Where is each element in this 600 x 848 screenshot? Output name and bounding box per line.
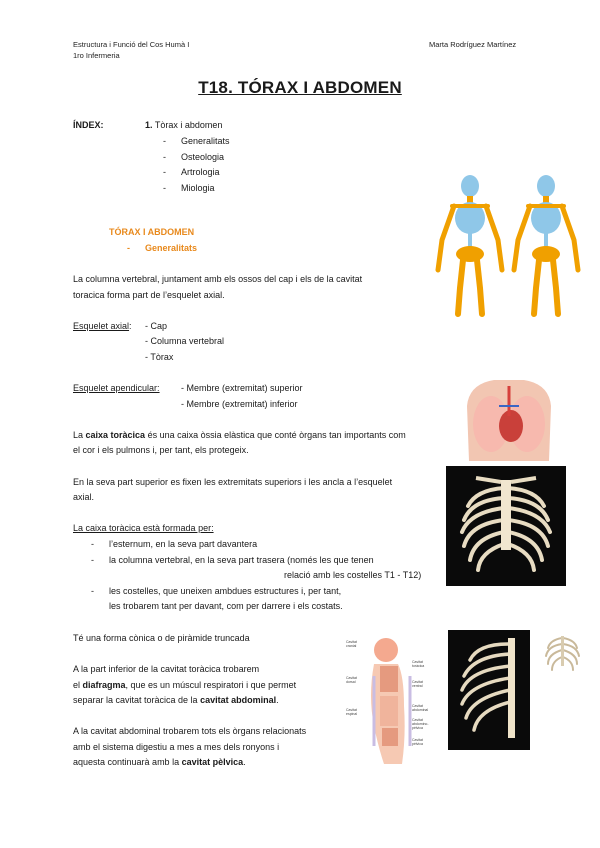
cavity-label: Cavitat cranial [346,640,357,648]
page-title: T18. TÓRAX I ABDOMEN [198,78,402,97]
list-heading: La caixa toràcica està formada per: [73,523,214,533]
index-item: Miologia [181,183,215,193]
paragraph-line: A la part inferior de la cavitat toràcica trobarem [73,664,260,674]
apendicular-label: Esquelet apendicular: [73,383,160,393]
rib-cage-icon [446,466,566,586]
index-item: Generalitats [181,136,230,146]
paragraph-line: axial. [73,492,95,502]
cavity-label: Cavitat pèlvica [412,738,423,746]
list-item: la columna vertebral, en la seva part trasera (només les que tenen [109,555,374,565]
paragraph-line: La caixa toràcica és una caixa òssia elàstica que conté òrgans tan importants com [73,430,406,440]
list-item-cont: relació amb les costelles T1 - T12) [284,570,422,580]
paragraph-line: Té una forma cònica o de piràmide truncada [73,633,250,643]
rib-cage-small-icon [540,630,585,675]
paragraph-line: toracica forma part de l’esquelet axial. [73,290,225,300]
cavity-label: Cavitat toràcica [412,660,425,668]
cavity-label: Cavitat abdominal [412,704,429,712]
axial-item: - Columna vertebral [145,336,225,346]
index-dash: - [163,167,166,177]
apendicular-item: - Membre (extremitat) superior [181,383,303,393]
body-cavities-diagram-icon [344,636,444,766]
index-dash: - [163,183,166,193]
list-item: l’esternum, en la seva part davantera [109,539,258,549]
list-dash: - [91,555,94,565]
cavity-label: Cavitat abdomino-pèlvica [412,718,429,730]
axial-item: - Tòrax [145,352,174,362]
apendicular-item: - Membre (extremitat) inferior [181,399,298,409]
chest-anatomy-icon [459,376,559,461]
cavity-label: Cavitat ventral [412,680,423,688]
paragraph-line: A la cavitat abdominal trobarem tots els òrgans relacionats [73,726,307,736]
index-main: 1. Tòrax i abdomen [145,120,223,130]
header-course: Estructura i Funció del Cos Humà I [73,40,190,49]
paragraph-line: En la seva part superior es fixen les extremitats superiors i les ancla a l’esquelet [73,477,393,487]
axial-item: - Cap [145,321,168,331]
list-item-cont: les trobarem tant per davant, com per darrere i els costats. [109,601,343,611]
section-sub-dash: - [127,243,130,253]
list-dash: - [91,586,94,596]
index-item: Artrologia [181,167,220,177]
cavity-label: Cavitat dorsal [346,676,357,684]
paragraph-line: separar la cavitat toràcica de la cavitat abdominal. [73,695,279,705]
list-item: les costelles, que uneixen ambdues estructures i, per tant, [109,586,342,596]
list-dash: - [91,539,94,549]
rib-cage-side-icon [448,630,530,750]
paragraph-line: el cor i els pulmons i, per tant, els protegeix. [73,445,249,455]
paragraph-line: La columna vertebral, juntament amb els ossos del cap i els de la cavitat [73,274,363,284]
paragraph-line: aquesta continuarà amb la cavitat pèlvica. [73,757,246,767]
paragraph-line: amb el sistema digestiu a mes a mes dels ronyons i [73,742,280,752]
skeleton-figure-icon [430,170,590,320]
index-dash: - [163,136,166,146]
paragraph-line: el diafragma, que es un múscul respiratori i que permet [73,680,297,690]
index-label: ÍNDEX: [73,120,104,130]
header-author: Marta Rodríguez Martínez [429,40,517,49]
header-year: 1ro Infermeria [73,51,120,60]
axial-label: Esquelet axial: [73,321,132,331]
section-heading: TÓRAX I ABDOMEN [109,227,195,237]
index-dash: - [163,152,166,162]
section-sub: Generalitats [145,243,198,253]
cavity-label: Cavitat espinal [346,708,358,716]
index-item: Osteologia [181,152,225,162]
